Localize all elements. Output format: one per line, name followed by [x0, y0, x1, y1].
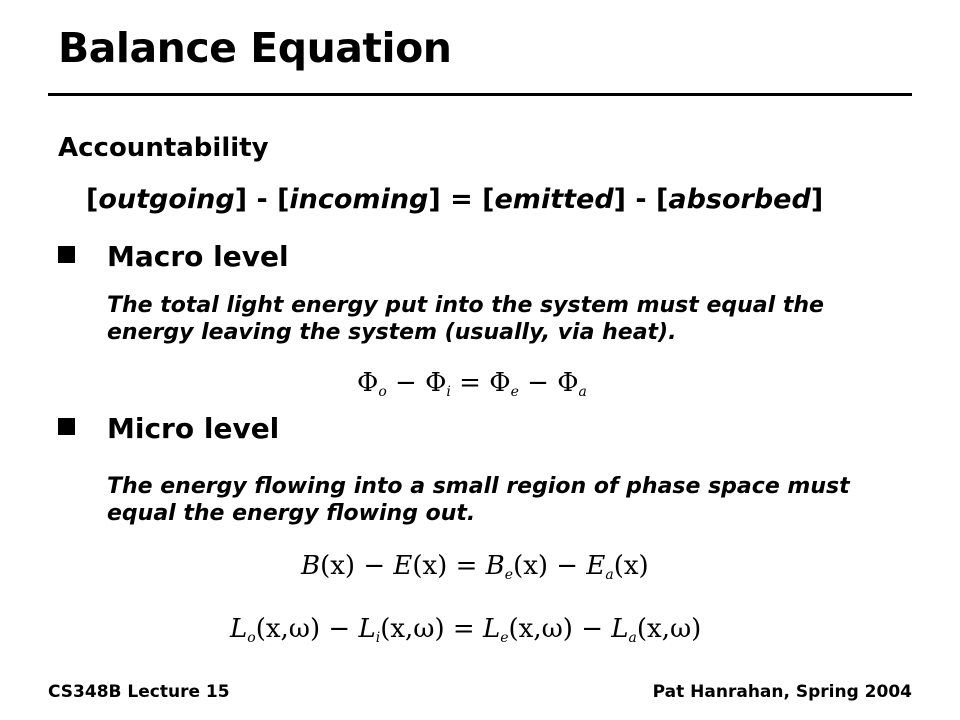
footer-lecture: CS348B Lecture 15 [48, 682, 230, 702]
bullet-micro [58, 412, 279, 445]
term-outgoing: outgoing [98, 184, 235, 215]
slide-title: Balance Equation [58, 24, 452, 72]
bullet-macro [58, 240, 289, 273]
accountability-heading: Accountability [58, 133, 269, 163]
term-emitted: emitted [494, 184, 614, 215]
macro-description: The total light energy put into the system must equal the energy leaving the system (usually, via heat). [107, 293, 824, 345]
square-bullet-icon [58, 418, 75, 435]
footer-author: Pat Hanrahan, Spring 2004 [652, 682, 912, 702]
micro-equation-1: $B(x) - E(x) = B_e(x) - E_a(x)$ [301, 551, 649, 583]
accountability-equation: [outgoing] - [incoming] = [emitted] - [absorbed] [86, 184, 824, 215]
macro-label: Macro level [107, 240, 289, 273]
title-divider [48, 93, 912, 96]
square-bullet-icon [58, 246, 75, 263]
micro-equation-2: $L_o(x,\omega) - L_i(x,\omega) = L_e(x,\omega) - L_a(x,\omega)$ [230, 614, 702, 646]
term-incoming: incoming [289, 184, 429, 215]
macro-equation: $\Phi_o - \Phi_i = \Phi_e - \Phi_a$ [357, 368, 587, 400]
micro-label: Micro level [107, 412, 280, 445]
term-absorbed: absorbed [668, 184, 811, 215]
micro-description: The energy flowing into a small region of phase space must equal the energy flowing out. [107, 474, 850, 526]
